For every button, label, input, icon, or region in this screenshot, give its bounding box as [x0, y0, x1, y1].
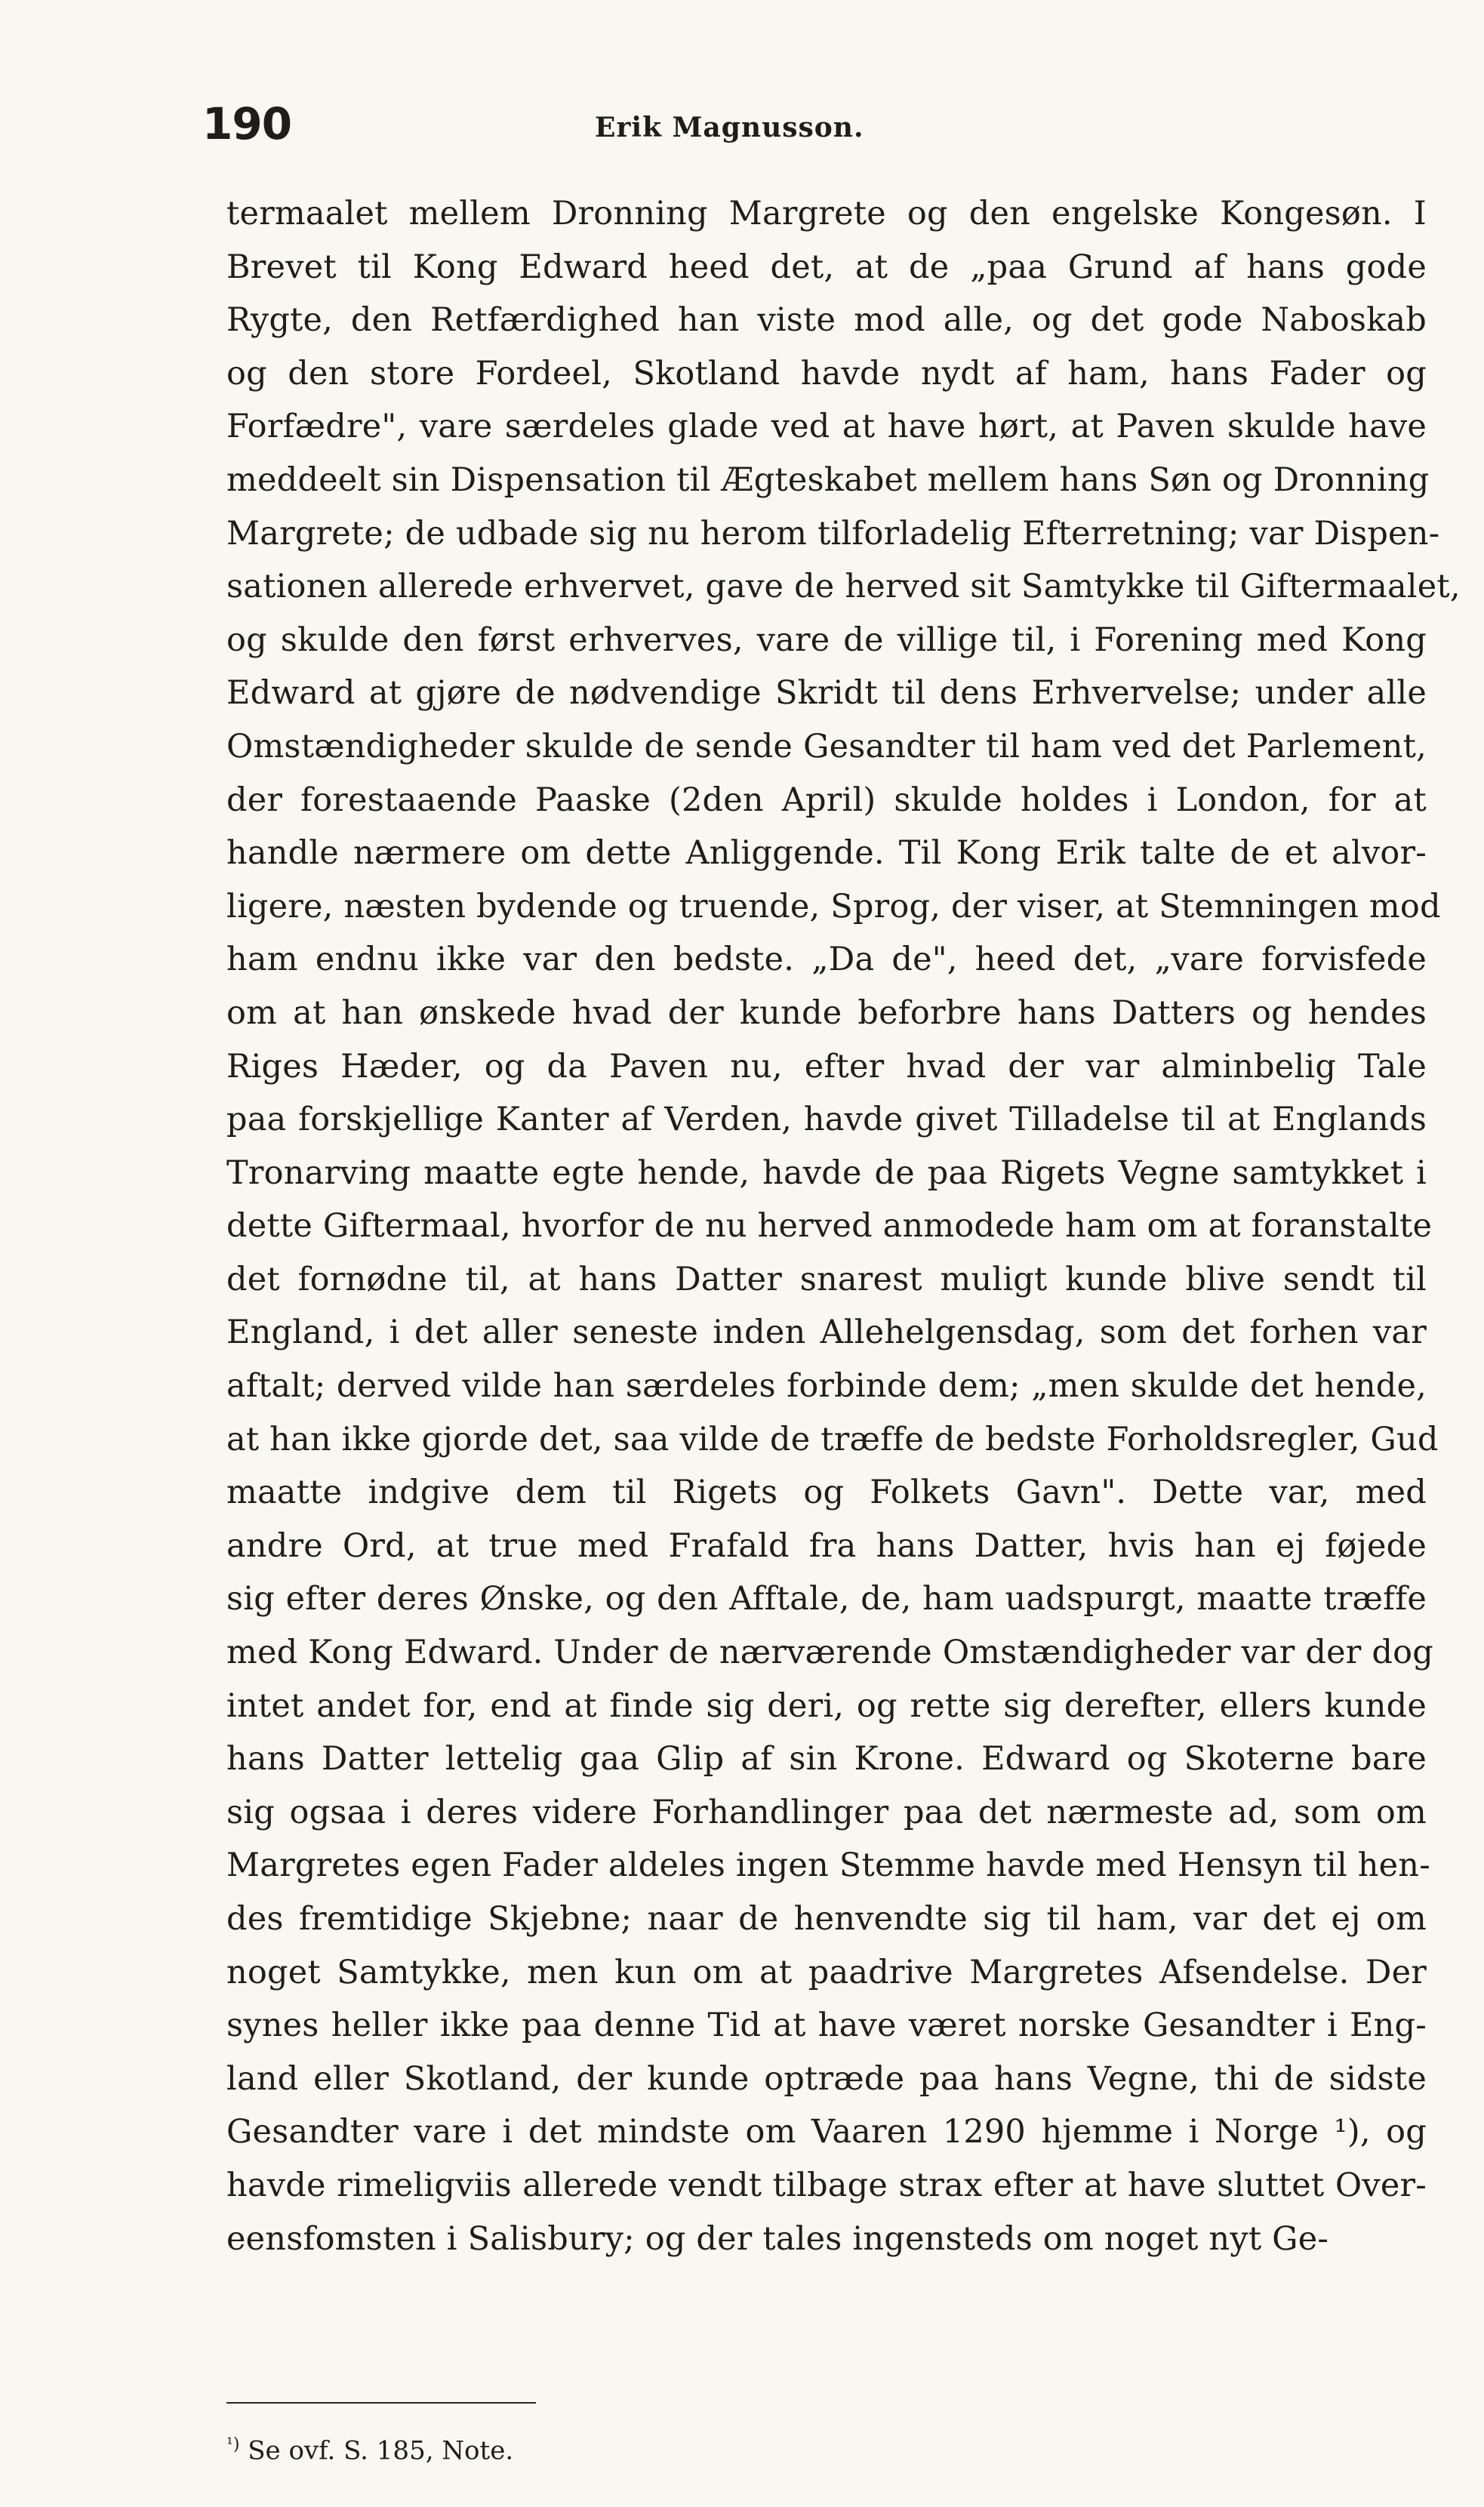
- text-line: noget Samtykke, men kun om at paadrive Margretes Afsendelse. Der: [226, 1953, 1427, 1991]
- text-line: synes heller ikke paa denne Tid at have været norske Gesandter i Eng-: [226, 2007, 1427, 2045]
- text-line: og skulde den først erhverves, vare de villige til, i Forening med Kong: [226, 621, 1427, 659]
- text-line: maatte indgive dem til Rigets og Folkets Gavn". Dette var, med: [226, 1474, 1427, 1512]
- text-line: aftalt; derved vilde han særdeles forbinde dem; „men skulde det hende,: [226, 1367, 1427, 1406]
- footnote-rule: [226, 2402, 536, 2404]
- text-line: eensfomsten i Salisbury; og der tales ingensteds om noget nyt Ge-: [226, 2219, 1329, 2258]
- text-line: havde rimeligviis allerede vendt tilbage strax efter at have sluttet Over-: [226, 2166, 1427, 2204]
- text-line: der forestaaende Paaske (2den April) skulde holdes i London, for at: [226, 781, 1427, 819]
- text-line: meddeelt sin Dispensation til Ægteskabet mellem hans Søn og Dronning: [226, 460, 1430, 499]
- text-line: sig ogsaa i deres videre Forhandlinger paa det nærmeste ad, som om: [226, 1793, 1427, 1831]
- text-line: Omstændigheder skulde de sende Gesandter til ham ved det Parlement,: [226, 727, 1427, 765]
- text-line: og den store Fordeel, Skotland havde nydt af ham, hans Fader og: [226, 354, 1427, 393]
- text-line: sig efter deres Ønske, og den Afftale, de, ham uadspurgt, maatte træffe: [226, 1580, 1427, 1618]
- text-line: Margrete; de udbade sig nu herom tilforladelig Efterretning; var Dispen-: [226, 514, 1440, 553]
- text-line: andre Ord, at true med Frafald fra hans Datter, hvis han ej føjede: [226, 1526, 1427, 1565]
- text-line: des fremtidige Skjebne; naar de henvendte sig til ham, var det ej om: [226, 1900, 1427, 1938]
- page-number: 190: [202, 98, 292, 149]
- body-text: [226, 187, 1461, 2265]
- text-line: dette Giftermaal, hvorfor de nu herved anmodede ham om at foranstalte: [226, 1207, 1433, 1246]
- text-line: ham endnu ikke var den bedste. „Da de", heed det, „vare forvisfede: [226, 941, 1427, 979]
- running-head-title: Erik Magnusson.: [595, 112, 864, 143]
- text-line: om at han ønskede hvad der kunde beforbre hans Datters og hendes: [226, 993, 1427, 1032]
- text-line: at han ikke gjorde det, saa vilde de træffe de bedste Forholdsregler, Gud: [226, 1420, 1439, 1458]
- text-line: Margretes egen Fader aldeles ingen Stemme havde med Hensyn til hen-: [226, 1846, 1430, 1885]
- footnote: [226, 2435, 513, 2465]
- text-line: sationen allerede erhvervet, gave de herved sit Samtykke til Giftermaalet,: [226, 568, 1461, 606]
- text-line: det fornødne til, at hans Datter snarest muligt kunde blive sendt til: [226, 1260, 1427, 1298]
- text-line: Tronarving maatte egte hende, havde de paa Rigets Vegne samtykket i: [226, 1153, 1427, 1192]
- text-line: intet andet for, end at finde sig deri, og rette sig derefter, ellers kunde: [226, 1686, 1427, 1725]
- text-line: ligere, næsten bydende og truende, Sprog, der viser, at Stemningen mod: [226, 887, 1441, 925]
- text-line: Gesandter vare i det mindste om Vaaren 1290 hjemme i Norge ¹), og: [226, 2113, 1427, 2151]
- text-line: England, i det aller seneste inden Allehelgensdag, som det forhen var: [226, 1314, 1427, 1352]
- text-line: handle nærmere om dette Anliggende. Til Kong Erik talte de et alvor-: [226, 834, 1427, 873]
- text-line: hans Datter lettelig gaa Glip af sin Krone. Edward og Skoterne bare: [226, 1740, 1427, 1779]
- text-line: Rygte, den Retfærdighed han viste mod alle, og det gode Naboskab: [226, 301, 1427, 340]
- text-line: Edward at gjøre de nødvendige Skridt til dens Erhvervelse; under alle: [226, 674, 1427, 713]
- text-line: Brevet til Kong Edward heed det, at de „paa Grund af hans gode: [226, 248, 1427, 286]
- footnote-marker: ¹): [226, 2435, 240, 2454]
- text-line: Forfædre", vare særdeles glade ved at have hørt, at Paven skulde have: [226, 408, 1427, 446]
- text-line: paa forskjellige Kanter af Verden, havde givet Tilladelse til at Englands: [226, 1101, 1427, 1139]
- text-line: land eller Skotland, der kunde optræde paa hans Vegne, thi de sidste: [226, 2059, 1427, 2098]
- footnote-text: Se ovf. S. 185, Note.: [248, 2435, 514, 2466]
- running-head: [202, 98, 1440, 151]
- text-line: Riges Hæder, og da Paven nu, efter hvad der var alminbelig Tale: [226, 1047, 1427, 1086]
- text-line: termaalet mellem Dronning Margrete og den engelske Kongesøn. I: [226, 195, 1427, 233]
- text-line: med Kong Edward. Under de nærværende Omstændigheder var der dog: [226, 1634, 1433, 1672]
